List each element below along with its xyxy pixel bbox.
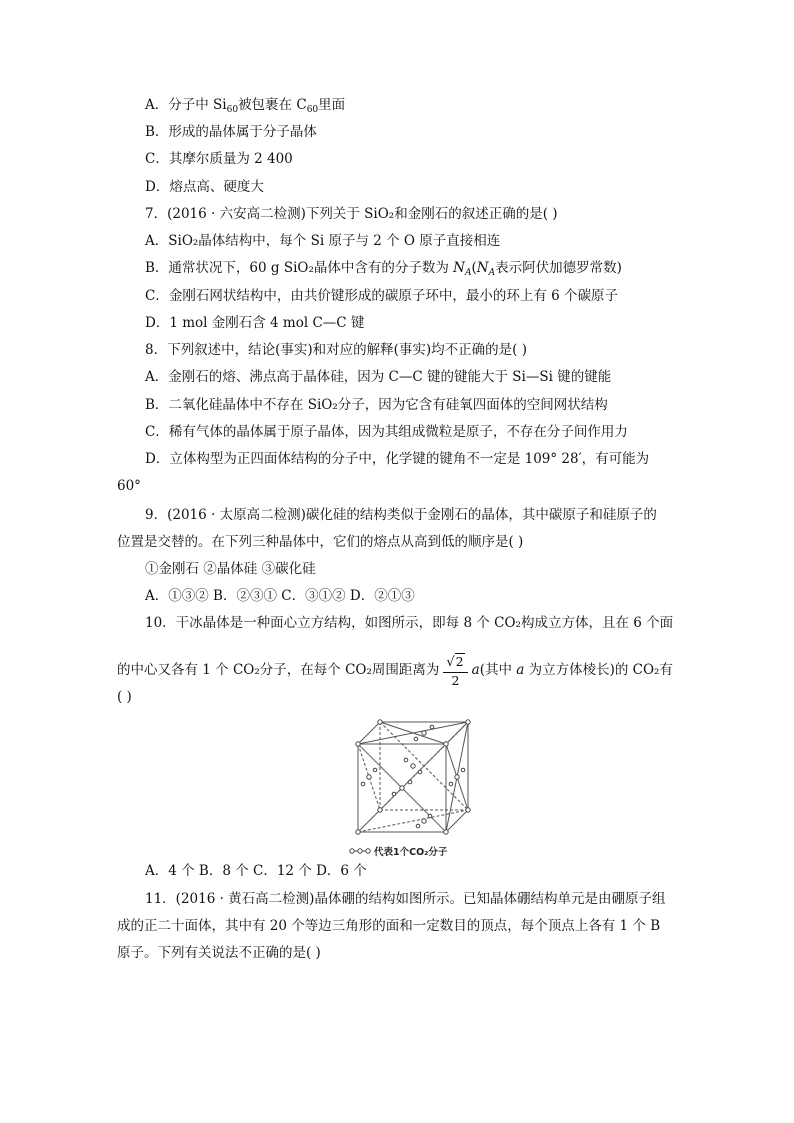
legend-co2-icon <box>350 849 370 853</box>
q7-option-d: D．1 mol 金刚石含 4 mol C—C 键 <box>145 315 365 331</box>
q8-option-b: B．二氧化硅晶体中不存在 SiO₂分子，因为它含有硅氧四面体的空间网状结构 <box>145 397 608 413</box>
q10-stem-line3: ( ) <box>117 689 132 705</box>
q11-line1: 11．(2016 · 黄石高二检测)晶体硼的结构如图所示。已知晶体硼结构单元是由硼原子组 <box>145 891 666 907</box>
q10-options: A．4 个 B．8 个 C．12 个 D．6 个 <box>145 863 367 879</box>
q8-option-d-line2: 60° <box>117 478 141 494</box>
fcc-cube-diagram <box>346 712 478 860</box>
q6-option-d: D．熔点高、硬度大 <box>145 179 264 195</box>
q11-line2: 成的正二十面体，其中有 20 个等边三角形的面和一定数目的顶点，每个顶点上各有 1 个 B <box>117 918 661 934</box>
q9-items: ①金刚石 ②晶体硅 ③碳化硅 <box>145 561 316 577</box>
q6-option-a: A．分子中 $Si_{60}$被包裹在 $C_{60}$里面 <box>145 97 346 115</box>
q9-stem-line1: 9．(2016 · 太原高二检测)碳化硅的结构类似于金刚石的晶体，其中碳原子和硅原子的 <box>145 507 657 523</box>
q7-option-a: A．SiO₂晶体结构中，每个 Si 原子与 2 个 O 原子直接相连 <box>145 233 501 249</box>
figure-legend-label: 代表1个CO₂分子 <box>374 847 448 858</box>
q8-option-c: C．稀有气体的晶体属于原子晶体，因为其组成微粒是原子，不存在分子间作用力 <box>145 424 628 440</box>
q7-option-c: C．金刚石网状结构中，由共价键形成的碳原子环中，最小的环上有 6 个碳原子 <box>145 288 618 304</box>
q8-option-a: A．金刚石的熔、沸点高于晶体硅，因为 C—C 键的键能大于 Si—Si 键的键能 <box>145 369 612 385</box>
q7-option-b: B．通常状况下，60 g SiO₂晶体中含有的分子数为 $N_A(N_A$表示阿伏加德罗常数) <box>145 260 622 278</box>
q11-line3: 原子。下列有关说法不正确的是( ) <box>117 945 321 961</box>
q8-stem: 8．下列叙述中，结论(事实)和对应的解释(事实)均不正确的是( ) <box>145 342 527 358</box>
dry-ice-fcc-figure <box>346 712 478 860</box>
q6-option-b: B．形成的晶体属于分子晶体 <box>145 124 317 140</box>
q7-stem: 7．(2016 · 六安高二检测)下列关于 SiO₂和金刚石的叙述正确的是( ) <box>145 206 558 222</box>
q10-stem-line1: 10．干冰晶体是一种面心立方结构，如图所示，即每 8 个 CO₂构成立方体，且在 6 个面 <box>145 615 674 631</box>
q9-options: A．①③② B．②③① C．③①② D．②①③ <box>145 588 415 604</box>
q9-stem-line2: 位置是交替的。在下列三种晶体中，它们的熔点从高到低的顺序是( ) <box>117 534 524 550</box>
sqrt2-over-2-fraction: $\frac{√2}{2}$ <box>443 653 467 689</box>
q6-option-c: C．其摩尔质量为 2 400 <box>145 151 293 167</box>
q10-stem-line2: 的中心又各有 1 个 CO₂分子，在每个 CO₂周围距离为 $\frac{√2}{2}$ a(其中 a 为立方体棱长)的 CO₂有 <box>117 653 673 688</box>
q8-option-d-line1: D．立体构型为正四面体结构的分子中，化学键的键角不一定是 109° 28′，有可能为 <box>145 451 650 467</box>
